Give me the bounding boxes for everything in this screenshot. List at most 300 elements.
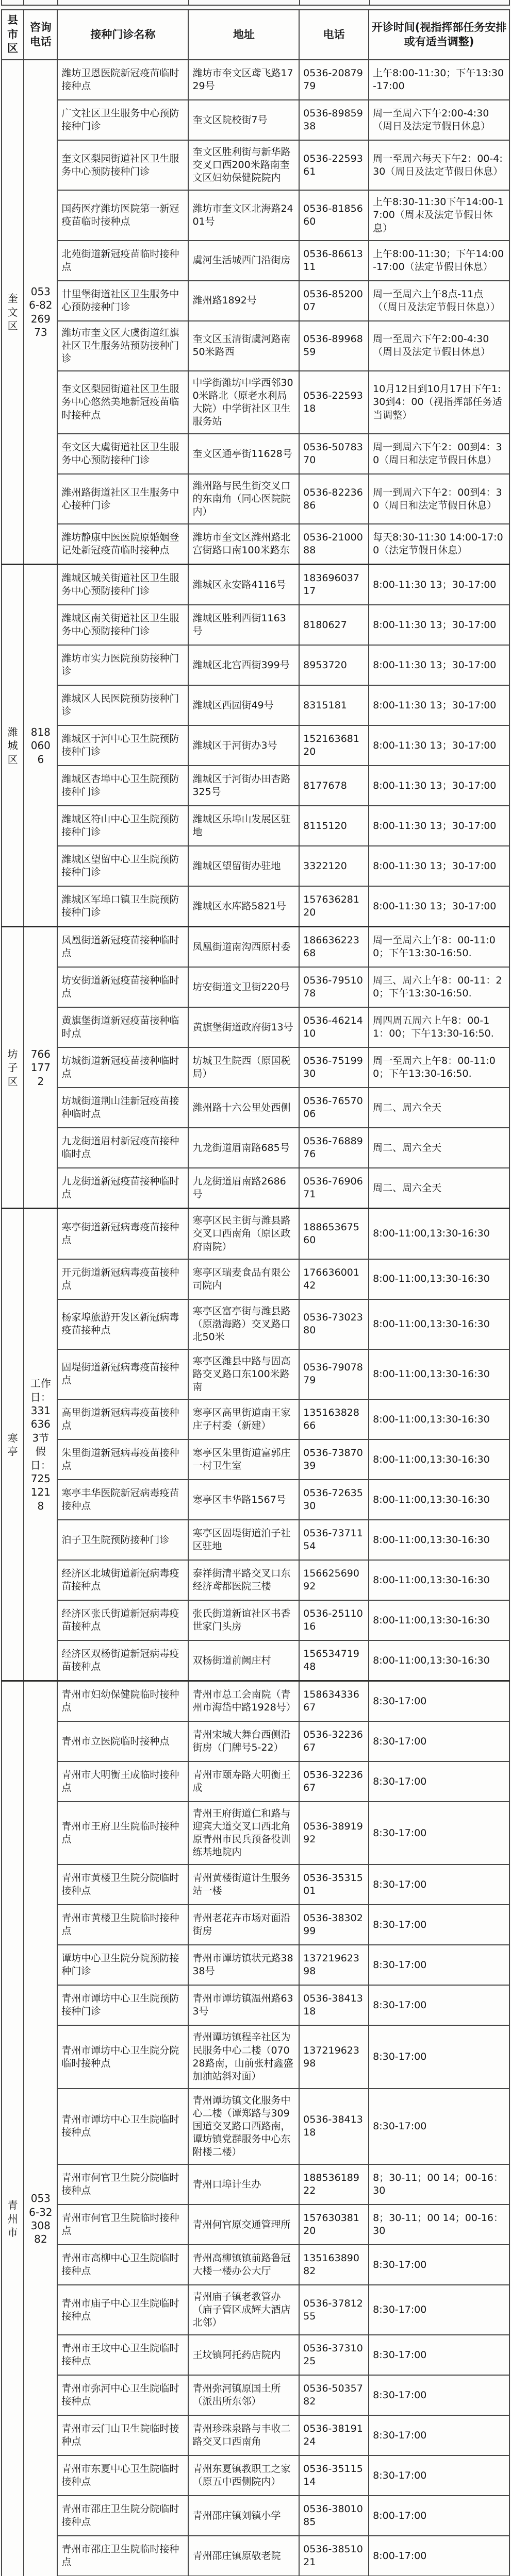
header-clinic-name: 接种门诊名称 — [57, 10, 188, 60]
hours-cell: 8:00-11:00,13:30-16:30 — [369, 1209, 509, 1259]
phone-cell: 0536-2100088 — [299, 524, 369, 565]
hours-cell: 8:00-11:30 13；30-17:00 — [369, 645, 509, 685]
table-row — [2, 645, 509, 685]
clinic-name-cell: 潍坊静康中医医院原婚姻登记处新冠疫苗临时接种点 — [57, 524, 188, 565]
phone-cell: 0536-5035782 — [299, 2375, 369, 2415]
phone-cell: 0536-7907879 — [299, 1349, 369, 1399]
hours-cell: 周一到周六下午2：00到4：30（周日和法定节假日休息） — [369, 434, 509, 474]
consult-phone-cell: 0536-8226973 — [24, 60, 57, 565]
hours-cell: 周一到周六下午2：00到4：30（周日和法定节假日休息） — [369, 474, 509, 524]
hours-cell: 8:00-11:00,13:30-16:30 — [369, 1480, 509, 1520]
clinic-name-cell: 奎文区梨园街道社区卫生服务中心预防接种门诊 — [57, 140, 188, 190]
address-cell: 潍城区水库路5821号 — [188, 886, 299, 927]
table-row — [2, 281, 509, 321]
address-cell: 青州市谭坊镇温州路633号 — [188, 1985, 299, 2025]
consult-phone-cell: 0536-3230882 — [24, 1681, 57, 2576]
clinic-name-cell: 青州市立医院临时接种点 — [57, 1721, 188, 1761]
hours-cell: 8:30-17:00 — [369, 2025, 509, 2088]
consult-phone-cell: 工作日：3316363节假日：7251218 — [24, 1209, 57, 1681]
phone-cell: 15662569092 — [299, 1560, 369, 1600]
hours-cell: 周一至周六下午2:00-4:30（周日及法定节假日休息） — [369, 321, 509, 371]
address-cell: 潍城区北宫西街399号 — [188, 645, 299, 685]
clinic-name-cell: 廿里堡街道社区卫生服务中心预防接种门诊 — [57, 281, 188, 321]
clinic-name-cell: 黄旗堡街道新冠疫苗接种临时点 — [57, 1007, 188, 1047]
table-row — [2, 241, 509, 281]
clinic-name-cell: 九龙街道新冠疫苗接种临时点 — [57, 1168, 188, 1209]
phone-cell: 0536-2087979 — [299, 60, 369, 100]
address-cell: 青州何官原交通管理所 — [188, 2205, 299, 2245]
table-row — [2, 886, 509, 927]
vaccination-clinics-table — [1, 9, 510, 2576]
phone-cell: 8953720 — [299, 645, 369, 685]
phone-cell: 0536-7302380 — [299, 1299, 369, 1349]
address-cell: 青州珍珠泉路与丰收二路交叉口西南角 — [188, 2415, 299, 2455]
address-cell: 寒亭区丰华路1567号 — [188, 1480, 299, 1520]
table-row — [2, 434, 509, 474]
clinic-name-cell: 青州市邵庄卫生院临时接种点 — [57, 2536, 188, 2576]
header-consult-phone: 咨询电话 — [24, 10, 57, 60]
hours-cell: 8:30-17:00 — [369, 1761, 509, 1802]
table-row — [2, 1681, 509, 1722]
clinic-name-cell: 经济区北城街道新冠病毒疫苗接种点 — [57, 1560, 188, 1600]
table-row — [2, 1600, 509, 1640]
clinic-name-cell: 广文社区卫生服务中心预防接种门诊 — [57, 100, 188, 140]
clinic-name-cell: 谭坊中心卫生院分院预防接种门诊 — [57, 1945, 188, 1985]
table-row — [2, 100, 509, 140]
hours-cell: 8:30-17:00 — [369, 1721, 509, 1761]
consult-phone-cell: 7661772 — [24, 927, 57, 1209]
clinic-name-cell: 潍城区符山中心卫生院预防接种门诊 — [57, 806, 188, 846]
address-cell: 潍城区于河街办3号 — [188, 725, 299, 766]
address-cell: 奎文区通亭街11628号 — [188, 434, 299, 474]
phone-cell: 18369603717 — [299, 565, 369, 605]
phone-cell: 0536-8185660 — [299, 190, 369, 240]
table-row — [2, 2536, 509, 2576]
hours-cell: 8:30-17:00 — [369, 2285, 509, 2335]
address-cell: 寒亭区高里街道南王家庄子村委（新建） — [188, 1399, 299, 1439]
phone-cell: 17663600142 — [299, 1259, 369, 1299]
address-cell: 凤凰街道南沟西原村委 — [188, 927, 299, 968]
address-cell: 潍城区望留街办驻地 — [188, 846, 299, 886]
phone-cell: 0536-3841318 — [299, 2089, 369, 2164]
clinic-name-cell: 开元街道新冠病毒疫苗接种点 — [57, 1259, 188, 1299]
hours-cell: 8:00-11:30 13；30-17:00 — [369, 565, 509, 605]
table-row — [2, 565, 509, 605]
clinic-name-cell: 青州市黄楼卫生院临时接种点 — [57, 1905, 188, 1945]
address-cell: 潍坊市奎文区鸢飞路1729号 — [188, 60, 299, 100]
table-row — [2, 1399, 509, 1439]
address-cell: 潍城区胜利西街1163号 — [188, 605, 299, 645]
hours-cell: 8:30-17:00 — [369, 1681, 509, 1722]
address-cell: 奎文区玉清街虞河路南50米路西 — [188, 321, 299, 371]
phone-cell: 0536-8661311 — [299, 241, 369, 281]
address-cell: 青州市总工会南院（青州市海岱中路1928号） — [188, 1681, 299, 1722]
hours-cell: 周二、周六全天 — [369, 1088, 509, 1128]
clinic-name-cell: 潍城区于河中心卫生院预防接种门诊 — [57, 725, 188, 766]
hours-cell: 8:30-17:00 — [369, 2375, 509, 2415]
table-row — [2, 927, 509, 968]
hours-cell: 8:30-17:00 — [369, 2245, 509, 2285]
phone-cell: 0536-3819124 — [299, 2415, 369, 2455]
phone-cell: 8180627 — [299, 605, 369, 645]
address-cell: 青州宋城大舞台西侧沿街房（门牌号5-22） — [188, 1721, 299, 1761]
clinic-name-cell: 坊城街道荆山洼新冠疫苗接种临时点 — [57, 1088, 188, 1128]
address-cell: 青州邵庄镇原敬老院 — [188, 2536, 299, 2576]
address-cell: 青州谭坊镇程辛社区为民服务中心二楼（07028路南，山前张村鑫盛加油站斜对面） — [188, 2025, 299, 2088]
phone-cell: 15216368120 — [299, 725, 369, 766]
phone-cell: 0536-3830299 — [299, 1905, 369, 1945]
hours-cell: 8:00-11:00,13:30-16:30 — [369, 1520, 509, 1560]
address-cell: 青州高柳镇镇前路鲁冠大楼一楼办公大厅 — [188, 2245, 299, 2285]
address-cell: 潍城区乐埠山发展区驻地 — [188, 806, 299, 846]
table-row — [2, 2245, 509, 2285]
table-row — [2, 1520, 509, 1560]
phone-cell: 18853618922 — [299, 2164, 369, 2205]
phone-cell: 15763038120 — [299, 2205, 369, 2245]
address-cell: 潍城区永安路4116号 — [188, 565, 299, 605]
phone-cell: 15763628120 — [299, 886, 369, 927]
cropped-previous-row-edge — [1, 0, 510, 6]
clinic-name-cell: 青州市王坟中心卫生院临时接种点 — [57, 2335, 188, 2375]
address-cell: 青州王府街道仁和路与迎宾大道交叉口西北角原青州市民兵预备役训练基地院内 — [188, 1802, 299, 1865]
phone-cell: 0536-3801085 — [299, 2496, 369, 2536]
phone-cell: 0536-3781255 — [299, 2285, 369, 2335]
clinic-name-cell: 青州市何官卫生院分院临时接种点 — [57, 2164, 188, 2205]
phone-cell: 0536-4621410 — [299, 1007, 369, 1047]
table-row — [2, 1945, 509, 1985]
table-row — [2, 2455, 509, 2496]
address-cell: 坊城卫生院西（原国税局） — [188, 1047, 299, 1088]
hours-cell: 8:30-17:00 — [369, 2455, 509, 2496]
table-row — [2, 190, 509, 240]
clinic-name-cell: 凤凰街道新冠疫苗接种临时点 — [57, 927, 188, 968]
table-row — [2, 474, 509, 524]
phone-cell: 0536-2259361 — [299, 140, 369, 190]
address-cell: 潍坊市奎文区北海路2401号 — [188, 190, 299, 240]
table-row — [2, 2375, 509, 2415]
table-row — [2, 1985, 509, 2025]
address-cell: 青州市谭坊镇状元路3838号 — [188, 1945, 299, 1985]
phone-cell: 0536-7387039 — [299, 1439, 369, 1480]
clinic-name-cell: 青州市云门山卫生院临时接种点 — [57, 2415, 188, 2455]
address-cell: 黄旗堡街道政府街13号 — [188, 1007, 299, 1047]
address-cell: 青州市颐寿路大明衡王成 — [188, 1761, 299, 1802]
phone-cell: 13516382866 — [299, 1399, 369, 1439]
phone-cell: 0536-3731025 — [299, 2335, 369, 2375]
header-phone: 电话 — [299, 10, 369, 60]
address-cell: 王坟镇阿托药店院内 — [188, 2335, 299, 2375]
hours-cell: 8:30-17:00 — [369, 2415, 509, 2455]
table-row — [2, 1299, 509, 1349]
hours-cell: 8:30-17:00 — [369, 1945, 509, 1985]
address-cell: 潍坊市奎文区潍州路北宫街路口南100米路东 — [188, 524, 299, 565]
address-cell: 九龙街道眉南路685号 — [188, 1128, 299, 1168]
clinic-name-cell: 奎文区梨园街道社区卫生服务中心悠然美地新冠疫苗临时接种点 — [57, 371, 188, 434]
table-row — [2, 1439, 509, 1480]
phone-cell: 0536-2259318 — [299, 371, 369, 434]
header-district: 县市区 — [2, 10, 24, 60]
clinic-name-cell: 青州市黄楼卫生院分院临时接种点 — [57, 1865, 188, 1905]
address-cell: 奎文区院校街7号 — [188, 100, 299, 140]
table-row — [2, 1047, 509, 1088]
phone-cell: 0536-7263530 — [299, 1480, 369, 1520]
phone-cell: 18663622368 — [299, 927, 369, 968]
table-row — [2, 1259, 509, 1299]
hours-cell: 8:00-11:00,13:30-16:30 — [369, 1439, 509, 1480]
clinic-name-cell: 寒亭丰华医院新冠病毒疫苗接种点 — [57, 1480, 188, 1520]
hours-cell: 8:00-11:30 13；30-17:00 — [369, 685, 509, 725]
hours-cell: 8:00-11:30 13；30-17:00 — [369, 766, 509, 806]
hours-cell: 周四周五周六上午8：00-11：00；下午13:30-16:50. — [369, 1007, 509, 1047]
hours-cell: 8:00-11:00,13:30-16:30 — [369, 1399, 509, 1439]
hours-cell: 周二、周六全天 — [369, 1168, 509, 1209]
phone-cell: 0536-7657006 — [299, 1088, 369, 1128]
hours-cell: 8:00-17:00 — [369, 2496, 509, 2536]
clinic-name-cell: 潍坊市奎文区大虞街道红旗社区卫生服务站预防接种门诊 — [57, 321, 188, 371]
address-cell: 寒亭区富亭街与潍县路（原渤海路）交叉路口北50米 — [188, 1299, 299, 1349]
table-row — [2, 1865, 509, 1905]
table-row — [2, 2089, 509, 2164]
address-cell: 潍州路与民生街交叉口的东南角（同心医院院内） — [188, 474, 299, 524]
address-cell: 青州邵庄镇刘镇小学 — [188, 2496, 299, 2536]
phone-cell: 13721962398 — [299, 1945, 369, 1985]
phone-cell: 0536-5078370 — [299, 434, 369, 474]
phone-cell: 0536-7690671 — [299, 1168, 369, 1209]
address-cell: 九龙街道眉南路2686号 — [188, 1168, 299, 1209]
address-cell: 寒亭区固堤街道泊子社区驻地 — [188, 1520, 299, 1560]
hours-cell: 周一至周六上午8：00-11:00；下午13:30-16:50. — [369, 927, 509, 968]
phone-cell: 0536-2511016 — [299, 1600, 369, 1640]
phone-cell: 0536-3531501 — [299, 1865, 369, 1905]
phone-cell: 0536-3223667 — [299, 1761, 369, 1802]
table-row — [2, 140, 509, 190]
hours-cell: 8:00-11:00,13:30-16:30 — [369, 1299, 509, 1349]
table-row — [2, 1721, 509, 1761]
table-row — [2, 1209, 509, 1259]
table-row — [2, 766, 509, 806]
clinic-name-cell: 寒亭街道新冠病毒疫苗接种点 — [57, 1209, 188, 1259]
clinic-name-cell: 青州市谭坊中心卫生院临时接种点 — [57, 2089, 188, 2164]
hours-cell: 周一至周六上午8：00-11:00；下午13:30-16:50. — [369, 1047, 509, 1088]
table-row — [2, 2164, 509, 2205]
hours-cell: 8:00-11:00,13:30-16:30 — [369, 1600, 509, 1640]
table-row — [2, 846, 509, 886]
table-row — [2, 2415, 509, 2455]
clinic-name-cell: 高里街道新冠病毒疫苗接种点 — [57, 1399, 188, 1439]
phone-cell: 8177678 — [299, 766, 369, 806]
hours-cell: 上午8:00-11:30；下午13:30-17:00 — [369, 60, 509, 100]
table-row — [2, 1480, 509, 1520]
phone-cell: 0536-7951078 — [299, 967, 369, 1007]
phone-cell: 8115120 — [299, 806, 369, 846]
table-row — [2, 806, 509, 846]
address-cell: 双杨街道前阙庄村 — [188, 1640, 299, 1681]
clinic-name-cell: 青州市谭坊中心卫生院分院临时接种点 — [57, 2025, 188, 2088]
hours-cell: 8:00-11:30 13；30-17:00 — [369, 605, 509, 645]
hours-cell: 上午8:00-11:30；下午14:00-17:00（法定节假日休息） — [369, 241, 509, 281]
hours-cell: 周一至周六每天下午2：00-4:30（周日及法定节假日休息） — [369, 140, 509, 190]
clinic-name-cell: 潍城区人民医院预防接种门诊 — [57, 685, 188, 725]
phone-cell: 0536-3891992 — [299, 1802, 369, 1865]
address-cell: 寒亭区潍县中路与固高路交叉路口东100米路南 — [188, 1349, 299, 1399]
hours-cell: 8:30-17:00 — [369, 1865, 509, 1905]
address-cell: 寒亭区瑞麦食品有限公司院内 — [188, 1259, 299, 1299]
district-cell: 寒亭 — [2, 1209, 24, 1681]
address-cell: 青州老花卉市场对面沿街房 — [188, 1905, 299, 1945]
hours-cell: 8:30-17:00 — [369, 1802, 509, 1865]
clinic-name-cell: 潍城区望留中心卫生院预防接种门诊 — [57, 846, 188, 886]
address-cell: 青州庙子镇老教管办（庙子管区成辉大酒店北邻） — [188, 2285, 299, 2335]
table-row — [2, 1761, 509, 1802]
hours-cell: 周三、周六上午8：00-11：20；下午13:30-16:50. — [369, 967, 509, 1007]
address-cell: 青州谭坊镇文化服务中心二楼（谭郑路与309国道交叉路口西路南，谭坊镇党群服务中心东附楼二楼） — [188, 2089, 299, 2164]
clinic-name-cell: 北苑街道新冠疫苗临时接种点 — [57, 241, 188, 281]
table-row — [2, 60, 509, 100]
address-cell: 青州黄楼街道计生服务站一楼 — [188, 1865, 299, 1905]
clinic-name-cell: 潍坊市实力医院预防接种门诊 — [57, 645, 188, 685]
clinic-name-cell: 国药医疗潍坊医院第一新冠疫苗临时接种点 — [57, 190, 188, 240]
hours-cell: 8；30-11；00 14；00-16：30 — [369, 2205, 509, 2245]
clinic-name-cell: 青州市庙子中心卫生院临时接种点 — [57, 2285, 188, 2335]
spacer — [0, 6, 511, 9]
hours-cell: 8:30-17:00 — [369, 1905, 509, 1945]
phone-cell: 0536-3851021 — [299, 2536, 369, 2576]
phone-cell: 0536-3511514 — [299, 2455, 369, 2496]
header-hours: 开诊时间(视指挥部任务安排或有适当调整) — [369, 10, 509, 60]
table-row — [2, 605, 509, 645]
table-row — [2, 2285, 509, 2335]
clinic-name-cell: 经济区张氏街道新冠病毒疫苗接种点 — [57, 1600, 188, 1640]
address-cell: 中学街潍坊中学西邻300米路北（原老水利局大院）中学街社区卫生服务站 — [188, 371, 299, 434]
consult-phone-cell: 8180606 — [24, 565, 57, 927]
phone-cell: 8315181 — [299, 685, 369, 725]
clinic-name-cell: 青州市东夏中心卫生院临时接种点 — [57, 2455, 188, 2496]
address-cell: 潍州路1892号 — [188, 281, 299, 321]
clinic-name-cell: 坊城街道新冠疫苗接种临时点 — [57, 1047, 188, 1088]
table-row — [2, 1905, 509, 1945]
address-cell: 青州弥河镇原国土所（派出所东邻） — [188, 2375, 299, 2415]
hours-cell: 周一至周六下午2:00-4:30（周日及法定节假日休息） — [369, 100, 509, 140]
address-cell: 潍城区西园街49号 — [188, 685, 299, 725]
table-row — [2, 524, 509, 565]
clinic-name-cell: 潍州路街道社区卫生服务中心接种门诊 — [57, 474, 188, 524]
phone-cell: 18865367560 — [299, 1209, 369, 1259]
clinic-name-cell: 青州市大明衡王成临时接种点 — [57, 1761, 188, 1802]
phone-cell: 0536-3223667 — [299, 1721, 369, 1761]
table-row — [2, 725, 509, 766]
hours-cell: 8:30-17:00 — [369, 1985, 509, 2025]
table-header — [2, 10, 509, 60]
clinic-name-cell: 泊子卫生院预防接种门诊 — [57, 1520, 188, 1560]
table-body — [2, 60, 509, 2576]
table-row — [2, 1168, 509, 1209]
table-row — [2, 685, 509, 725]
hours-cell: 8:00-11:30 13；30-17:00 — [369, 846, 509, 886]
address-cell: 泰祥街清平路交叉口东经济鸢都医院三楼 — [188, 1560, 299, 1600]
header-row — [2, 10, 509, 60]
hours-cell: 8:00-11:30 13；30-17:00 — [369, 806, 509, 846]
table-row — [2, 2496, 509, 2536]
clinic-name-cell: 潍城区军埠口镇卫生院预防接种门诊 — [57, 886, 188, 927]
clinic-name-cell: 青州市邵庄卫生院分院临时接种点 — [57, 2496, 188, 2536]
clinic-name-cell: 青州市妇幼保健院临时接种点 — [57, 1681, 188, 1722]
header-address: 地址 — [188, 10, 299, 60]
phone-cell: 0536-8520007 — [299, 281, 369, 321]
hours-cell: 8:00-11:00,13:30-16:30 — [369, 1640, 509, 1681]
clinic-name-cell: 奎文区大虞街道社区卫生服务中心预防接种门诊 — [57, 434, 188, 474]
clinic-name-cell: 青州市谭坊中心卫生院预防接种门诊 — [57, 1985, 188, 2025]
hours-cell: 8:00-11:00,13:30-16:30 — [369, 1259, 509, 1299]
phone-cell: 0536-8996859 — [299, 321, 369, 371]
hours-cell: 周一至周六上午8点-11点（（周日及法定节假日休息）） — [369, 281, 509, 321]
table-row — [2, 1560, 509, 1600]
phone-cell: 15863433667 — [299, 1681, 369, 1722]
hours-cell: 周二、周六全天 — [369, 1128, 509, 1168]
table-row — [2, 1007, 509, 1047]
table-row — [2, 2025, 509, 2088]
address-cell: 虞河生活城西门沿街房 — [188, 241, 299, 281]
clinic-name-cell: 固堤街道新冠病毒疫苗接种点 — [57, 1349, 188, 1399]
phone-cell: 13721962398 — [299, 2025, 369, 2088]
table-row — [2, 2335, 509, 2375]
hours-cell: 8:00-11:30 13；30-17:00 — [369, 725, 509, 766]
district-cell: 坊子区 — [2, 927, 24, 1209]
hours-cell: 8:00-11:00,13:30-16:30 — [369, 1560, 509, 1600]
table-row — [2, 967, 509, 1007]
hours-cell: 8:30-17:00 — [369, 2335, 509, 2375]
hours-cell: 上午8:30-11:30下午14:00-17:00（周末及法定节假日休息） — [369, 190, 509, 240]
address-cell: 寒亭区民主街与潍县路交叉口西南角（原区政府南院） — [188, 1209, 299, 1259]
hours-cell: 8；30-11；00 14；00-16：30 — [369, 2164, 509, 2205]
district-cell: 潍城区 — [2, 565, 24, 927]
hours-cell: 8:00-11:30 13；30-17:00 — [369, 886, 509, 927]
clinic-name-cell: 潍城区城关街道社区卫生服务中心预防接种门诊 — [57, 565, 188, 605]
address-cell: 张氏街道新谊社区书香世家门头房 — [188, 1600, 299, 1640]
district-cell: 青州市 — [2, 1681, 24, 2576]
table-row — [2, 321, 509, 371]
clinic-name-cell: 坊安街道新冠疫苗接种临时点 — [57, 967, 188, 1007]
phone-cell: 0536-8223686 — [299, 474, 369, 524]
clinic-name-cell: 潍坊卫恩医院新冠疫苗临时接种点 — [57, 60, 188, 100]
table-row — [2, 1640, 509, 1681]
phone-cell: 0536-3841318 — [299, 1985, 369, 2025]
table-row — [2, 371, 509, 434]
clinic-name-cell: 杨家埠旅游开发区新冠病毒疫苗接种点 — [57, 1299, 188, 1349]
clinic-name-cell: 青州市高柳中心卫生院临时接种点 — [57, 2245, 188, 2285]
table-row — [2, 1088, 509, 1128]
hours-cell: 8:00-17:00 — [369, 2536, 509, 2576]
phone-cell: 15653471948 — [299, 1640, 369, 1681]
hours-cell: 10月12日到10月17日下午1:30到4：00（视指挥部任务适当调整） — [369, 371, 509, 434]
phone-cell: 0536-7688976 — [299, 1128, 369, 1168]
address-cell: 寒亭区朱里街道富郭庄一村卫生室 — [188, 1439, 299, 1480]
district-cell: 奎文区 — [2, 60, 24, 565]
phone-cell: 0536-7371154 — [299, 1520, 369, 1560]
address-cell: 潍州路十六公里处西侧 — [188, 1088, 299, 1128]
hours-cell: 每天8:30-11:30 14:00-17:00（法定节假日休息） — [369, 524, 509, 565]
hours-cell: 8:30-17:00 — [369, 2089, 509, 2164]
clinic-name-cell: 青州市弥河中心卫生院临时接种点 — [57, 2375, 188, 2415]
address-cell: 坊安街道文卫街220号 — [188, 967, 299, 1007]
address-cell: 青州东夏镇教职工之家（原五中西侧院内） — [188, 2455, 299, 2496]
table-row — [2, 1349, 509, 1399]
hours-cell: 8:00-11:00,13:30-16:30 — [369, 1349, 509, 1399]
clinic-name-cell: 朱里街道新冠病毒疫苗接种点 — [57, 1439, 188, 1480]
table-row — [2, 2205, 509, 2245]
address-cell: 奎文区胜利街与新华路交叉口西200米路南奎文区妇幼保健院院内 — [188, 140, 299, 190]
table-row — [2, 1802, 509, 1865]
clinic-name-cell: 潍城区南关街道社区卫生服务中心预防接种门诊 — [57, 605, 188, 645]
